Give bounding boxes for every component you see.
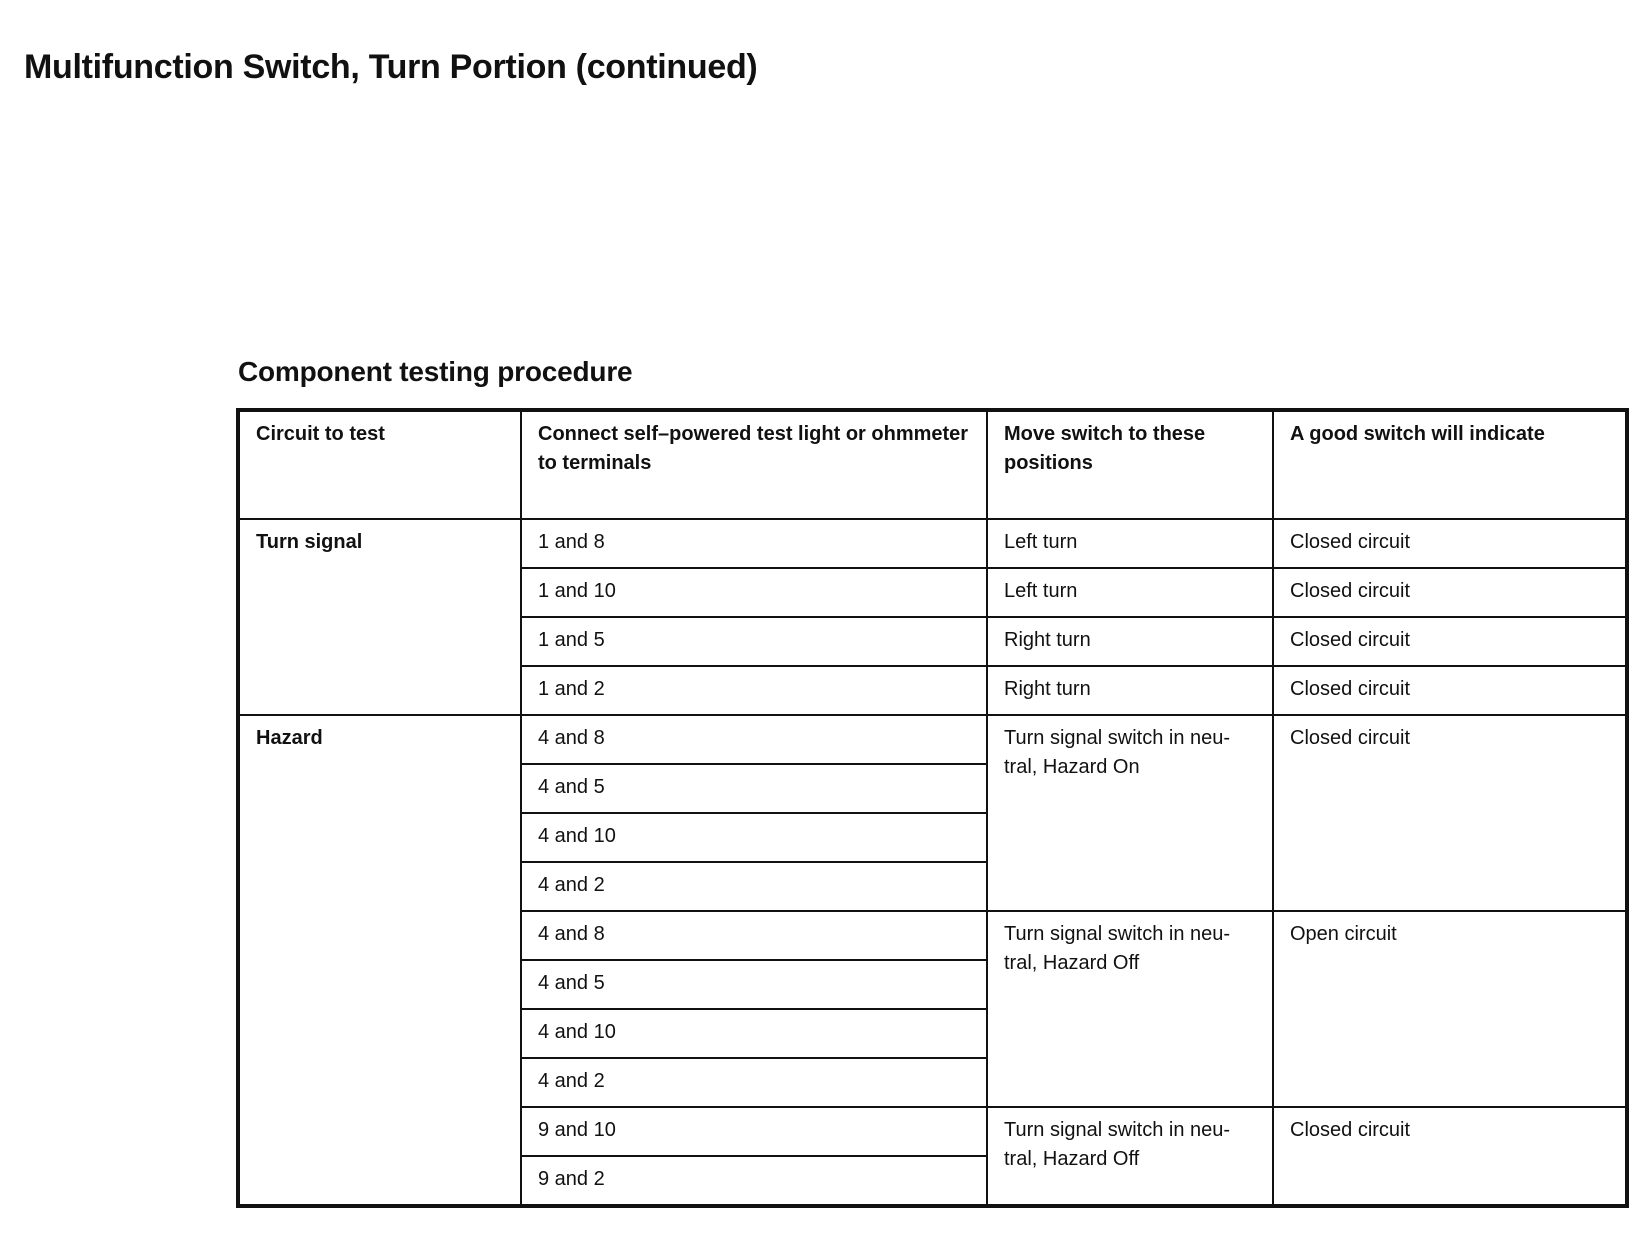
terminals-cell: 1 and 8 bbox=[521, 519, 987, 568]
terminals-cell: 4 and 5 bbox=[521, 960, 987, 1009]
indication-cell: Closed circuit bbox=[1273, 715, 1627, 911]
terminals-cell: 9 and 2 bbox=[521, 1156, 987, 1206]
terminals-cell: 4 and 2 bbox=[521, 862, 987, 911]
terminals-cell: 4 and 10 bbox=[521, 813, 987, 862]
terminals-cell: 9 and 10 bbox=[521, 1107, 987, 1156]
component-testing-table bbox=[236, 408, 1629, 1208]
circuit-hazard: Hazard bbox=[238, 715, 521, 1206]
terminals-cell: 1 and 10 bbox=[521, 568, 987, 617]
header-row bbox=[238, 410, 1627, 519]
terminals-cell: 4 and 2 bbox=[521, 1058, 987, 1107]
indication-cell: Closed circuit bbox=[1273, 617, 1627, 666]
table-row bbox=[238, 519, 1627, 568]
position-cell: Turn signal switch in neu-tral, Hazard Off bbox=[987, 1107, 1273, 1206]
page-title: Multifunction Switch, Turn Portion (continued) bbox=[24, 48, 758, 86]
header-positions: Move switch to these positions bbox=[987, 410, 1273, 519]
position-cell: Right turn bbox=[987, 617, 1273, 666]
circuit-turn-signal: Turn signal bbox=[238, 519, 521, 715]
table-row bbox=[238, 715, 1627, 764]
terminals-cell: 1 and 2 bbox=[521, 666, 987, 715]
indication-cell: Closed circuit bbox=[1273, 666, 1627, 715]
terminals-cell: 1 and 5 bbox=[521, 617, 987, 666]
position-cell: Left turn bbox=[987, 568, 1273, 617]
header-circuit: Circuit to test bbox=[238, 410, 521, 519]
section-title: Component testing procedure bbox=[238, 356, 633, 387]
position-cell: Turn signal switch in neu-tral, Hazard Off bbox=[987, 911, 1273, 1107]
indication-cell: Closed circuit bbox=[1273, 1107, 1627, 1206]
header-indication: A good switch will indicate bbox=[1273, 410, 1627, 519]
position-cell: Turn signal switch in neu-tral, Hazard On bbox=[987, 715, 1273, 911]
terminals-cell: 4 and 8 bbox=[521, 715, 987, 764]
header-terminals: Connect self–powered test light or ohmmeter to terminals bbox=[521, 410, 987, 519]
terminals-cell: 4 and 5 bbox=[521, 764, 987, 813]
position-cell: Left turn bbox=[987, 519, 1273, 568]
indication-cell: Closed circuit bbox=[1273, 519, 1627, 568]
indication-cell: Closed circuit bbox=[1273, 568, 1627, 617]
indication-cell: Open circuit bbox=[1273, 911, 1627, 1107]
position-cell: Right turn bbox=[987, 666, 1273, 715]
terminals-cell: 4 and 10 bbox=[521, 1009, 987, 1058]
terminals-cell: 4 and 8 bbox=[521, 911, 987, 960]
